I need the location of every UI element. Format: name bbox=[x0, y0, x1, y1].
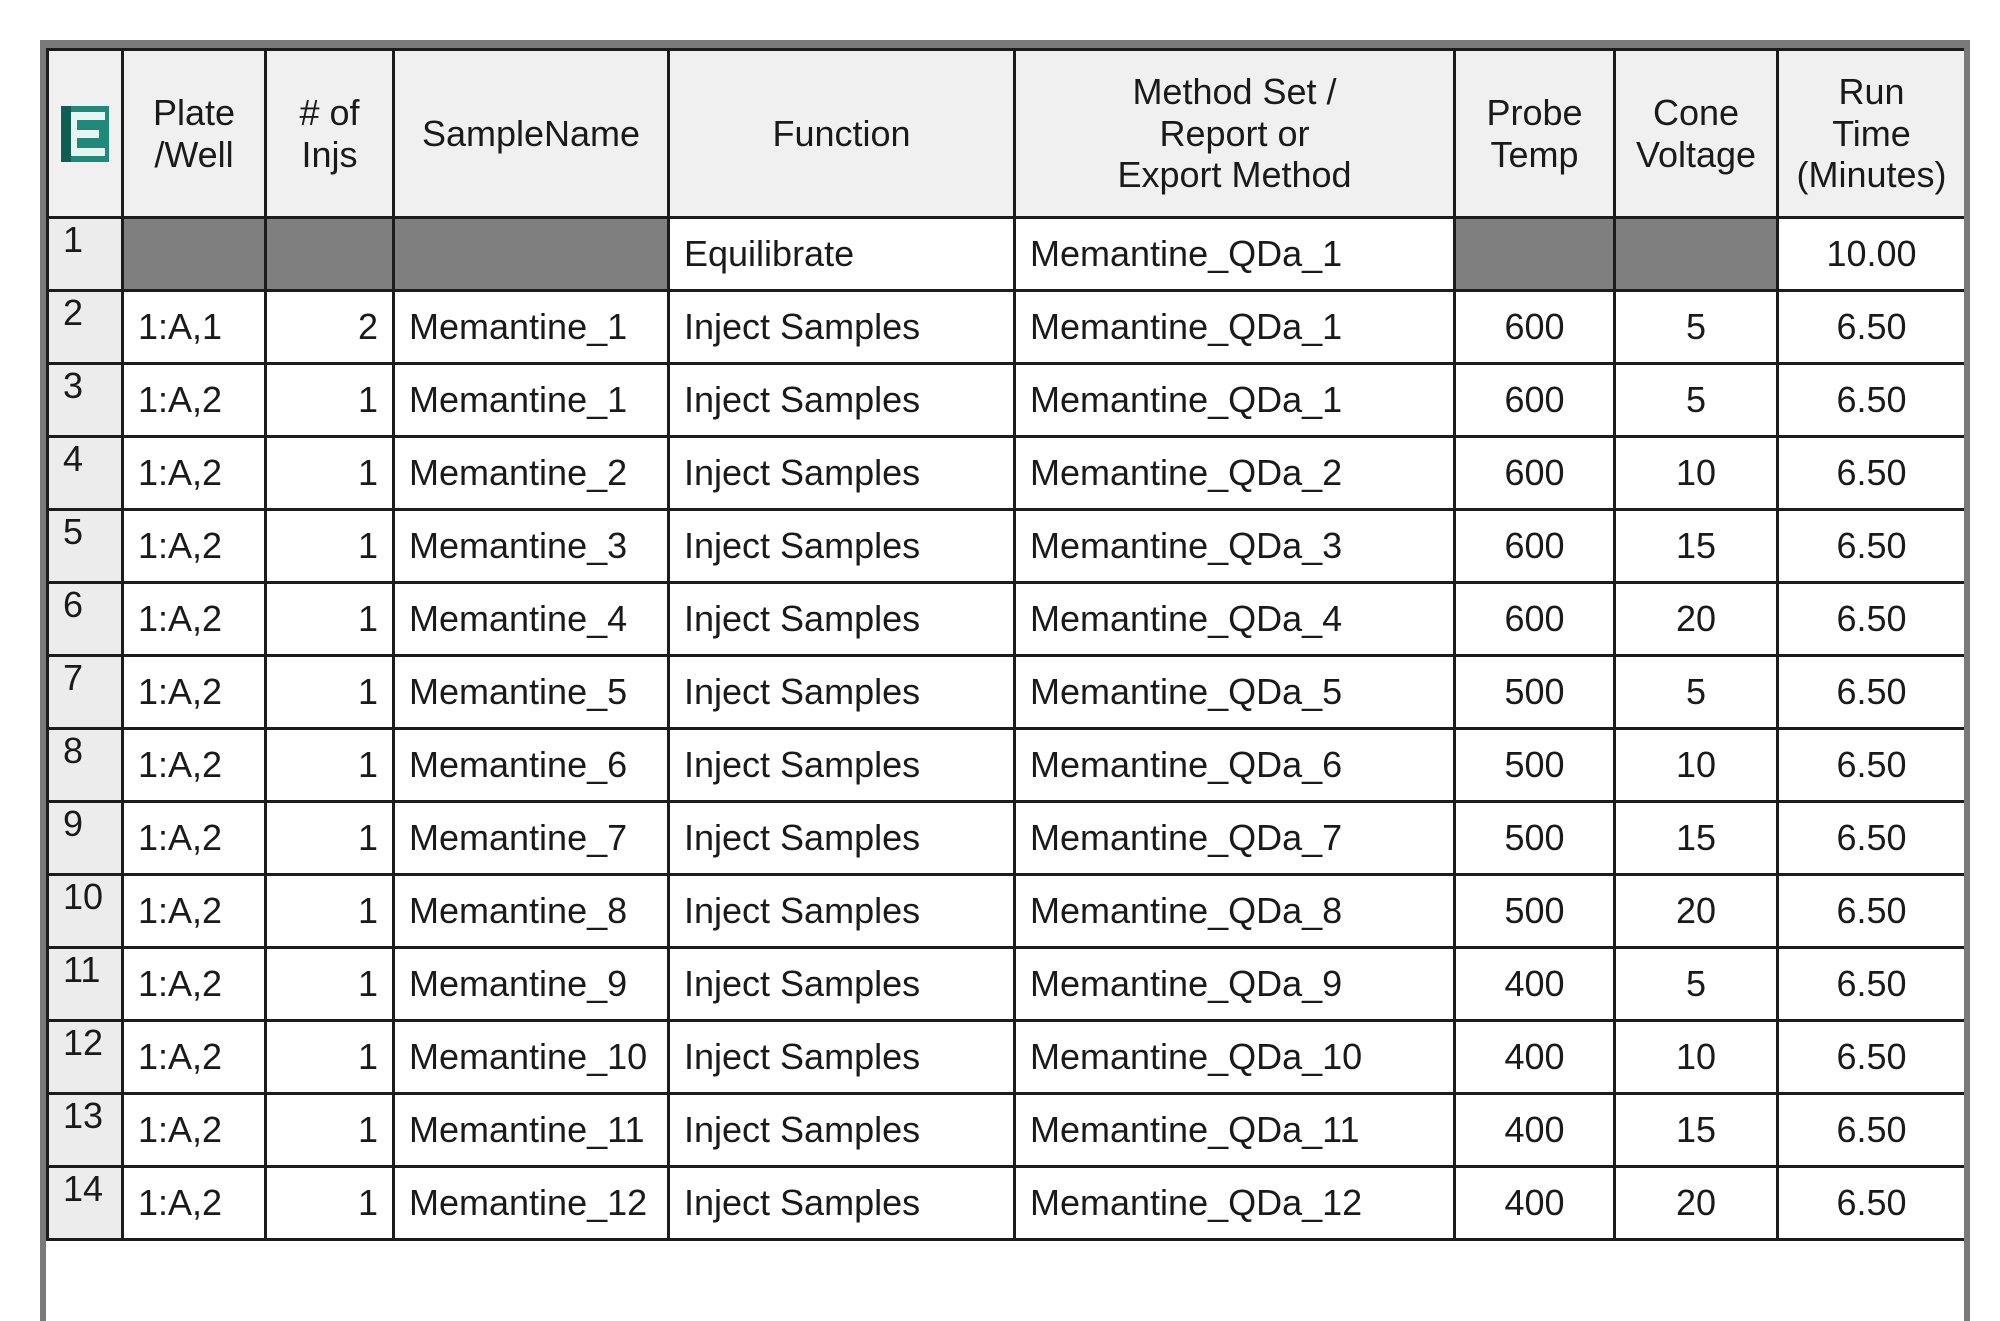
cell-plate-well[interactable]: 1:A,1 bbox=[123, 291, 266, 364]
cell-plate-well[interactable] bbox=[123, 218, 266, 291]
cell-run-time[interactable]: 6.50 bbox=[1778, 583, 1966, 656]
table-row[interactable] bbox=[48, 291, 1966, 364]
cell-function[interactable]: Inject Samples bbox=[669, 291, 1015, 364]
row-number[interactable]: 12 bbox=[48, 1021, 123, 1094]
cell-plate-well[interactable]: 1:A,2 bbox=[123, 364, 266, 437]
cell-method-set[interactable]: Memantine_QDa_8 bbox=[1015, 875, 1455, 948]
cell-plate-well[interactable]: 1:A,2 bbox=[123, 948, 266, 1021]
cell-injs[interactable]: 1 bbox=[266, 510, 394, 583]
cell-cone-voltage[interactable]: 20 bbox=[1615, 875, 1778, 948]
cell-sample-name[interactable]: Memantine_1 bbox=[394, 291, 669, 364]
cell-cone-voltage[interactable]: 5 bbox=[1615, 656, 1778, 729]
cell-injs[interactable]: 1 bbox=[266, 364, 394, 437]
cell-injs[interactable]: 2 bbox=[266, 291, 394, 364]
row-number[interactable]: 4 bbox=[48, 437, 123, 510]
cell-sample-name[interactable]: Memantine_8 bbox=[394, 875, 669, 948]
cell-cone-voltage[interactable]: 10 bbox=[1615, 729, 1778, 802]
cell-probe-temp[interactable] bbox=[1455, 218, 1615, 291]
cell-function[interactable]: Inject Samples bbox=[669, 583, 1015, 656]
cell-function[interactable]: Inject Samples bbox=[669, 656, 1015, 729]
cell-probe-temp[interactable]: 400 bbox=[1455, 1021, 1615, 1094]
cell-probe-temp[interactable]: 600 bbox=[1455, 510, 1615, 583]
header-sample-name[interactable]: SampleName bbox=[394, 50, 669, 218]
sample-list-table bbox=[46, 48, 1967, 1241]
cell-run-time[interactable]: 6.50 bbox=[1778, 364, 1966, 437]
cell-function[interactable]: Inject Samples bbox=[669, 364, 1015, 437]
row-number[interactable]: 13 bbox=[48, 1094, 123, 1167]
table-row[interactable] bbox=[48, 875, 1966, 948]
cell-injs[interactable]: 1 bbox=[266, 1094, 394, 1167]
cell-cone-voltage[interactable]: 15 bbox=[1615, 802, 1778, 875]
row-number[interactable]: 2 bbox=[48, 291, 123, 364]
table-row[interactable] bbox=[48, 364, 1966, 437]
cell-function[interactable]: Inject Samples bbox=[669, 802, 1015, 875]
cell-run-time[interactable]: 6.50 bbox=[1778, 291, 1966, 364]
app-logo-e-icon bbox=[61, 106, 109, 162]
cell-probe-temp[interactable]: 600 bbox=[1455, 291, 1615, 364]
cell-cone-voltage[interactable]: 15 bbox=[1615, 510, 1778, 583]
cell-plate-well[interactable]: 1:A,2 bbox=[123, 802, 266, 875]
table-row[interactable] bbox=[48, 1167, 1966, 1240]
cell-probe-temp[interactable]: 600 bbox=[1455, 583, 1615, 656]
cell-method-set[interactable]: Memantine_QDa_6 bbox=[1015, 729, 1455, 802]
cell-injs[interactable]: 1 bbox=[266, 583, 394, 656]
table-row[interactable] bbox=[48, 656, 1966, 729]
cell-cone-voltage[interactable]: 5 bbox=[1615, 948, 1778, 1021]
header-injs[interactable]: # of Injs bbox=[266, 50, 394, 218]
cell-probe-temp[interactable]: 600 bbox=[1455, 437, 1615, 510]
cell-method-set[interactable]: Memantine_QDa_1 bbox=[1015, 218, 1455, 291]
cell-plate-well[interactable]: 1:A,2 bbox=[123, 875, 266, 948]
cell-cone-voltage[interactable] bbox=[1615, 218, 1778, 291]
cell-run-time[interactable]: 6.50 bbox=[1778, 437, 1966, 510]
cell-sample-name[interactable]: Memantine_9 bbox=[394, 948, 669, 1021]
header-plate-well[interactable]: Plate /Well bbox=[123, 50, 266, 218]
row-number[interactable]: 3 bbox=[48, 364, 123, 437]
header-function[interactable]: Function bbox=[669, 50, 1015, 218]
cell-probe-temp[interactable]: 400 bbox=[1455, 1094, 1615, 1167]
cell-probe-temp[interactable]: 400 bbox=[1455, 1167, 1615, 1240]
cell-run-time[interactable]: 6.50 bbox=[1778, 802, 1966, 875]
header-run-time[interactable]: Run Time (Minutes) bbox=[1778, 50, 1966, 218]
cell-plate-well[interactable]: 1:A,2 bbox=[123, 1094, 266, 1167]
cell-cone-voltage[interactable]: 10 bbox=[1615, 437, 1778, 510]
header-cone-voltage[interactable]: Cone Voltage bbox=[1615, 50, 1778, 218]
cell-injs[interactable]: 1 bbox=[266, 1167, 394, 1240]
sample-list-grid-frame bbox=[40, 40, 1970, 1321]
row-number[interactable]: 11 bbox=[48, 948, 123, 1021]
cell-probe-temp[interactable]: 500 bbox=[1455, 875, 1615, 948]
cell-plate-well[interactable]: 1:A,2 bbox=[123, 510, 266, 583]
cell-injs[interactable]: 1 bbox=[266, 875, 394, 948]
cell-method-set[interactable]: Memantine_QDa_9 bbox=[1015, 948, 1455, 1021]
header-probe-temp[interactable]: Probe Temp bbox=[1455, 50, 1615, 218]
cell-method-set[interactable]: Memantine_QDa_1 bbox=[1015, 364, 1455, 437]
cell-plate-well[interactable]: 1:A,2 bbox=[123, 1167, 266, 1240]
table-row[interactable] bbox=[48, 218, 1966, 291]
cell-sample-name[interactable]: Memantine_7 bbox=[394, 802, 669, 875]
cell-sample-name[interactable]: Memantine_11 bbox=[394, 1094, 669, 1167]
cell-plate-well[interactable]: 1:A,2 bbox=[123, 729, 266, 802]
cell-injs[interactable]: 1 bbox=[266, 656, 394, 729]
table-row[interactable] bbox=[48, 729, 1966, 802]
cell-sample-name[interactable]: Memantine_12 bbox=[394, 1167, 669, 1240]
header-row bbox=[48, 50, 1966, 218]
cell-run-time[interactable]: 6.50 bbox=[1778, 510, 1966, 583]
row-number[interactable]: 7 bbox=[48, 656, 123, 729]
table-row[interactable] bbox=[48, 948, 1966, 1021]
cell-probe-temp[interactable]: 500 bbox=[1455, 656, 1615, 729]
table-row[interactable] bbox=[48, 437, 1966, 510]
cell-sample-name[interactable]: Memantine_10 bbox=[394, 1021, 669, 1094]
cell-method-set[interactable]: Memantine_QDa_2 bbox=[1015, 437, 1455, 510]
cell-method-set[interactable]: Memantine_QDa_5 bbox=[1015, 656, 1455, 729]
cell-run-time[interactable]: 6.50 bbox=[1778, 656, 1966, 729]
cell-method-set[interactable]: Memantine_QDa_11 bbox=[1015, 1094, 1455, 1167]
cell-function[interactable]: Equilibrate bbox=[669, 218, 1015, 291]
cell-sample-name[interactable]: Memantine_2 bbox=[394, 437, 669, 510]
cell-function[interactable]: Inject Samples bbox=[669, 1167, 1015, 1240]
cell-run-time[interactable]: 10.00 bbox=[1778, 218, 1966, 291]
cell-method-set[interactable]: Memantine_QDa_1 bbox=[1015, 291, 1455, 364]
row-number[interactable]: 6 bbox=[48, 583, 123, 656]
row-number[interactable]: 14 bbox=[48, 1167, 123, 1240]
cell-function[interactable]: Inject Samples bbox=[669, 729, 1015, 802]
cell-injs[interactable]: 1 bbox=[266, 802, 394, 875]
cell-sample-name[interactable]: Memantine_3 bbox=[394, 510, 669, 583]
table-row[interactable] bbox=[48, 510, 1966, 583]
cell-method-set[interactable]: Memantine_QDa_7 bbox=[1015, 802, 1455, 875]
cell-sample-name[interactable] bbox=[394, 218, 669, 291]
cell-run-time[interactable]: 6.50 bbox=[1778, 1167, 1966, 1240]
cell-injs[interactable]: 1 bbox=[266, 729, 394, 802]
cell-cone-voltage[interactable]: 5 bbox=[1615, 364, 1778, 437]
cell-injs[interactable] bbox=[266, 218, 394, 291]
cell-sample-name[interactable]: Memantine_5 bbox=[394, 656, 669, 729]
cell-function[interactable]: Inject Samples bbox=[669, 948, 1015, 1021]
select-all-corner[interactable] bbox=[48, 50, 123, 218]
cell-cone-voltage[interactable]: 20 bbox=[1615, 583, 1778, 656]
cell-function[interactable]: Inject Samples bbox=[669, 437, 1015, 510]
cell-run-time[interactable]: 6.50 bbox=[1778, 1094, 1966, 1167]
table-row[interactable] bbox=[48, 583, 1966, 656]
cell-plate-well[interactable]: 1:A,2 bbox=[123, 583, 266, 656]
cell-method-set[interactable]: Memantine_QDa_4 bbox=[1015, 583, 1455, 656]
cell-function[interactable]: Inject Samples bbox=[669, 510, 1015, 583]
cell-run-time[interactable]: 6.50 bbox=[1778, 729, 1966, 802]
cell-sample-name[interactable]: Memantine_6 bbox=[394, 729, 669, 802]
cell-method-set[interactable]: Memantine_QDa_12 bbox=[1015, 1167, 1455, 1240]
table-row[interactable] bbox=[48, 1021, 1966, 1094]
cell-function[interactable]: Inject Samples bbox=[669, 1094, 1015, 1167]
row-number[interactable]: 1 bbox=[48, 218, 123, 291]
cell-injs[interactable]: 1 bbox=[266, 1021, 394, 1094]
cell-cone-voltage[interactable]: 20 bbox=[1615, 1167, 1778, 1240]
sample-rows bbox=[48, 218, 1966, 1240]
cell-plate-well[interactable]: 1:A,2 bbox=[123, 656, 266, 729]
cell-probe-temp[interactable]: 500 bbox=[1455, 802, 1615, 875]
cell-sample-name[interactable]: Memantine_1 bbox=[394, 364, 669, 437]
table-row[interactable] bbox=[48, 802, 1966, 875]
cell-plate-well[interactable]: 1:A,2 bbox=[123, 437, 266, 510]
row-number[interactable]: 9 bbox=[48, 802, 123, 875]
header-method-set[interactable]: Method Set / Report or Export Method bbox=[1015, 50, 1455, 218]
cell-probe-temp[interactable]: 600 bbox=[1455, 364, 1615, 437]
cell-run-time[interactable]: 6.50 bbox=[1778, 948, 1966, 1021]
table-row[interactable] bbox=[48, 1094, 1966, 1167]
cell-sample-name[interactable]: Memantine_4 bbox=[394, 583, 669, 656]
cell-function[interactable]: Inject Samples bbox=[669, 875, 1015, 948]
cell-method-set[interactable]: Memantine_QDa_3 bbox=[1015, 510, 1455, 583]
cell-plate-well[interactable]: 1:A,2 bbox=[123, 1021, 266, 1094]
cell-injs[interactable]: 1 bbox=[266, 437, 394, 510]
cell-injs[interactable]: 1 bbox=[266, 948, 394, 1021]
cell-cone-voltage[interactable]: 15 bbox=[1615, 1094, 1778, 1167]
cell-method-set[interactable]: Memantine_QDa_10 bbox=[1015, 1021, 1455, 1094]
cell-probe-temp[interactable]: 400 bbox=[1455, 948, 1615, 1021]
row-number[interactable]: 10 bbox=[48, 875, 123, 948]
cell-run-time[interactable]: 6.50 bbox=[1778, 1021, 1966, 1094]
cell-cone-voltage[interactable]: 5 bbox=[1615, 291, 1778, 364]
row-number[interactable]: 8 bbox=[48, 729, 123, 802]
row-number[interactable]: 5 bbox=[48, 510, 123, 583]
cell-cone-voltage[interactable]: 10 bbox=[1615, 1021, 1778, 1094]
cell-run-time[interactable]: 6.50 bbox=[1778, 875, 1966, 948]
cell-probe-temp[interactable]: 500 bbox=[1455, 729, 1615, 802]
cell-function[interactable]: Inject Samples bbox=[669, 1021, 1015, 1094]
